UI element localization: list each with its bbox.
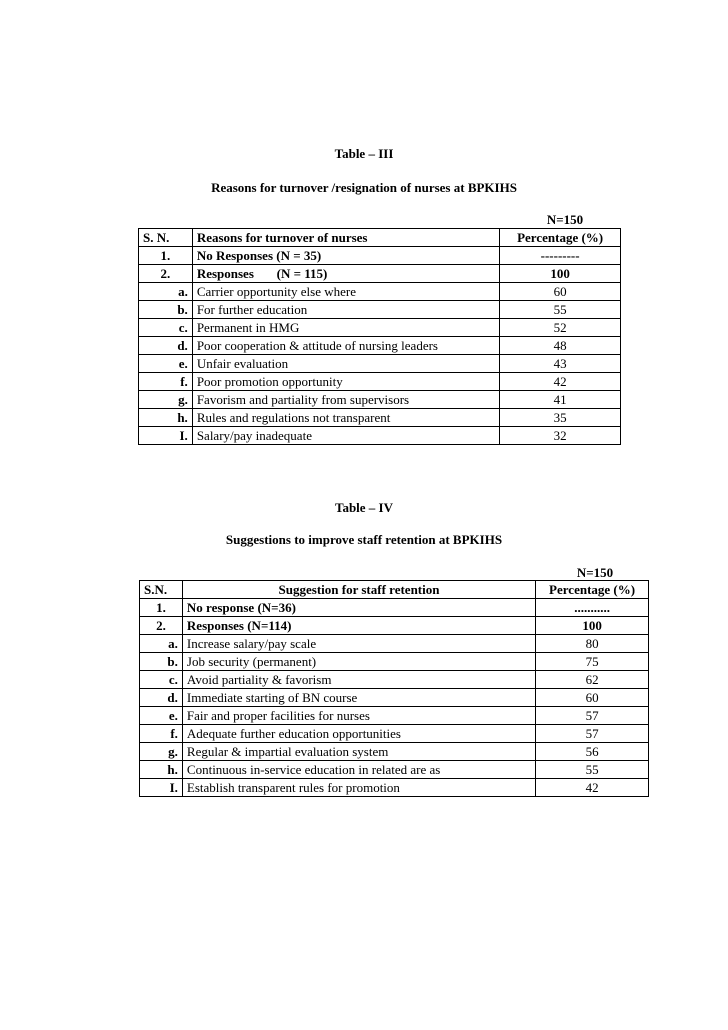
table3-pct: 43 bbox=[500, 355, 621, 373]
table3-header-sn: S. N. bbox=[139, 229, 193, 247]
table4-header-sn: S.N. bbox=[140, 581, 183, 599]
table4-summary-row bbox=[140, 599, 649, 617]
table4-title: Table – IV bbox=[334, 500, 394, 515]
table4-sn: 2. bbox=[140, 617, 183, 635]
table-row bbox=[139, 427, 621, 445]
table3-reason: Salary/pay inadequate bbox=[192, 427, 499, 445]
table4-n-label: N=150 bbox=[576, 565, 614, 580]
table4-sn: e. bbox=[140, 707, 183, 725]
table4-sn: h. bbox=[140, 761, 183, 779]
table-row bbox=[140, 689, 649, 707]
table4-pct: 62 bbox=[536, 671, 649, 689]
table-row bbox=[139, 409, 621, 427]
table3-reason: Responses (N = 115) bbox=[192, 265, 499, 283]
table3-pct: 55 bbox=[500, 301, 621, 319]
table4-header-pct: Percentage (%) bbox=[536, 581, 649, 599]
table-row bbox=[140, 671, 649, 689]
table4-suggestion: Establish transparent rules for promotion bbox=[182, 779, 535, 797]
table-row bbox=[139, 391, 621, 409]
table-row bbox=[140, 707, 649, 725]
table-row bbox=[139, 319, 621, 337]
table4-summary-row bbox=[140, 617, 649, 635]
table4-pct: 75 bbox=[536, 653, 649, 671]
table-row bbox=[140, 653, 649, 671]
table3-reason: For further education bbox=[192, 301, 499, 319]
table4-sn: f. bbox=[140, 725, 183, 743]
table-row bbox=[139, 373, 621, 391]
table4-pct: 57 bbox=[536, 725, 649, 743]
table4-sn: a. bbox=[140, 635, 183, 653]
table3-sn: c. bbox=[139, 319, 193, 337]
table3-pct: 42 bbox=[500, 373, 621, 391]
table4-pct: 60 bbox=[536, 689, 649, 707]
table-row bbox=[140, 743, 649, 761]
table4-suggestion: No response (N=36) bbox=[182, 599, 535, 617]
table3-header-row bbox=[139, 229, 621, 247]
table4-suggestion: Adequate further education opportunities bbox=[182, 725, 535, 743]
table3-sn: a. bbox=[139, 283, 193, 301]
table3-pct: --------- bbox=[500, 247, 621, 265]
table4-sn: b. bbox=[140, 653, 183, 671]
table4-suggestion: Continuous in-service education in related are as bbox=[182, 761, 535, 779]
table3-summary-row bbox=[139, 265, 621, 283]
table4-header-suggestion: Suggestion for staff retention bbox=[182, 581, 535, 599]
table3-header-reason: Reasons for turnover of nurses bbox=[192, 229, 499, 247]
table4-sn: c. bbox=[140, 671, 183, 689]
table3-pct: 35 bbox=[500, 409, 621, 427]
table3-n-label: N=150 bbox=[546, 212, 584, 227]
table3-reason: No Responses (N = 35) bbox=[192, 247, 499, 265]
table3-subtitle: Reasons for turnover /resignation of nurses at BPKIHS bbox=[211, 180, 517, 195]
table3-title: Table – III bbox=[334, 146, 394, 161]
table3 bbox=[138, 228, 621, 445]
table3-header-pct: Percentage (%) bbox=[500, 229, 621, 247]
table3-pct: 41 bbox=[500, 391, 621, 409]
table-row bbox=[140, 725, 649, 743]
table4-sn: I. bbox=[140, 779, 183, 797]
table4-suggestion: Increase salary/pay scale bbox=[182, 635, 535, 653]
table3-sn: 1. bbox=[139, 247, 193, 265]
table4-sn: d. bbox=[140, 689, 183, 707]
table4-sn: 1. bbox=[140, 599, 183, 617]
table3-sn: d. bbox=[139, 337, 193, 355]
table3-sn: e. bbox=[139, 355, 193, 373]
table3-reason: Favorism and partiality from supervisors bbox=[192, 391, 499, 409]
table-row bbox=[139, 337, 621, 355]
table4-header-row bbox=[140, 581, 649, 599]
table3-sn: I. bbox=[139, 427, 193, 445]
table3-pct: 52 bbox=[500, 319, 621, 337]
table-row bbox=[139, 283, 621, 301]
table-row bbox=[139, 355, 621, 373]
table4-pct: 80 bbox=[536, 635, 649, 653]
table4-pct: ........... bbox=[536, 599, 649, 617]
table3-pct: 32 bbox=[500, 427, 621, 445]
table3-pct: 100 bbox=[500, 265, 621, 283]
table3-sn: h. bbox=[139, 409, 193, 427]
table4-suggestion: Immediate starting of BN course bbox=[182, 689, 535, 707]
table3-sn: 2. bbox=[139, 265, 193, 283]
table4-pct: 100 bbox=[536, 617, 649, 635]
table3-summary-row bbox=[139, 247, 621, 265]
table4 bbox=[139, 580, 649, 797]
table3-sn: b. bbox=[139, 301, 193, 319]
table4-suggestion: Fair and proper facilities for nurses bbox=[182, 707, 535, 725]
table4-pct: 56 bbox=[536, 743, 649, 761]
table-row bbox=[139, 301, 621, 319]
table4-pct: 57 bbox=[536, 707, 649, 725]
table3-reason: Rules and regulations not transparent bbox=[192, 409, 499, 427]
table4-subtitle: Suggestions to improve staff retention at BPKIHS bbox=[225, 532, 503, 547]
table4-suggestion: Responses (N=114) bbox=[182, 617, 535, 635]
table4-suggestion: Regular & impartial evaluation system bbox=[182, 743, 535, 761]
table4-suggestion: Avoid partiality & favorism bbox=[182, 671, 535, 689]
table3-reason: Unfair evaluation bbox=[192, 355, 499, 373]
table-row bbox=[140, 761, 649, 779]
table3-reason: Carrier opportunity else where bbox=[192, 283, 499, 301]
table3-reason: Poor promotion opportunity bbox=[192, 373, 499, 391]
table-row bbox=[140, 779, 649, 797]
table3-sn: f. bbox=[139, 373, 193, 391]
table3-reason: Poor cooperation & attitude of nursing leaders bbox=[192, 337, 499, 355]
table4-suggestion: Job security (permanent) bbox=[182, 653, 535, 671]
table3-reason: Permanent in HMG bbox=[192, 319, 499, 337]
table3-sn: g. bbox=[139, 391, 193, 409]
table-row bbox=[140, 635, 649, 653]
table3-pct: 60 bbox=[500, 283, 621, 301]
table4-pct: 42 bbox=[536, 779, 649, 797]
table4-pct: 55 bbox=[536, 761, 649, 779]
table4-sn: g. bbox=[140, 743, 183, 761]
table3-pct: 48 bbox=[500, 337, 621, 355]
